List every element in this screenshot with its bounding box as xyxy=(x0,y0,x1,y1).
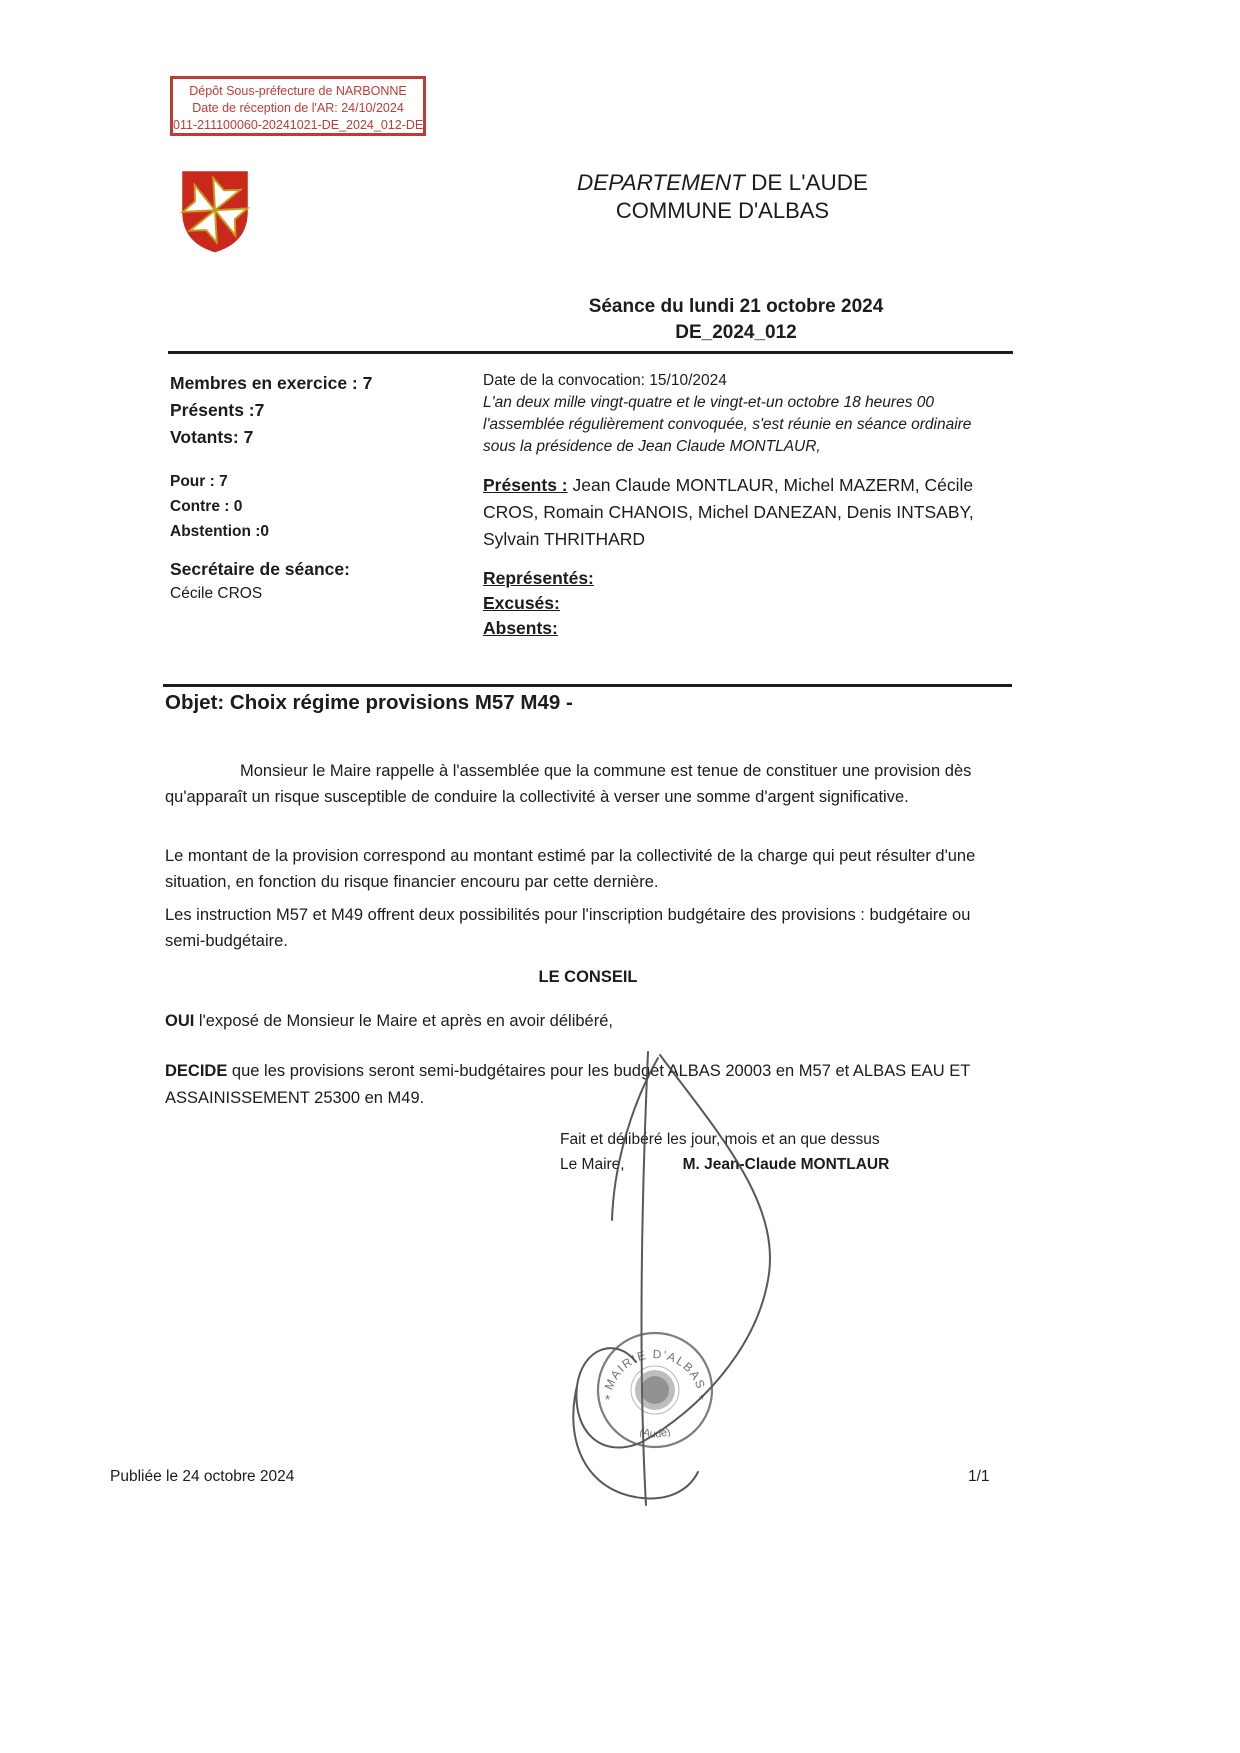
deliberation-number: DE_2024_012 xyxy=(675,322,797,343)
le-maire-label: Le Maire, xyxy=(560,1156,625,1173)
mayor-signature-and-seal xyxy=(530,1040,850,1520)
spacer xyxy=(170,451,470,469)
body-paragraph-3: Les instruction M57 et M49 offrent deux possibilités pour l'inscription budgétaire des provisions : budgétaire ou semi-budgétaire. xyxy=(165,906,971,950)
vote-summary-column xyxy=(170,370,470,606)
seal-star-left: * xyxy=(605,1392,611,1407)
representes-label: Représentés: xyxy=(483,568,594,588)
seal-star-right: * xyxy=(699,1392,705,1407)
secretaire-name: Cécile CROS xyxy=(170,585,263,602)
closing-statement: Fait et délibéré les jour, mois et an que dessus xyxy=(560,1131,880,1148)
presents-count: Présents :7 xyxy=(170,400,265,420)
presents-label: Présents : xyxy=(483,475,568,495)
seal-bottom-text: (Aude) xyxy=(637,1425,673,1441)
department-title-italic: DEPARTEMENT xyxy=(576,170,745,195)
presents-list xyxy=(483,472,1005,553)
oui-text: l'exposé de Monsieur le Maire et après en avoir délibéré, xyxy=(194,1012,613,1030)
commune-coat-of-arms-icon xyxy=(176,168,254,254)
page-number: 1/1 xyxy=(968,1468,990,1485)
votants-count: Votants: 7 xyxy=(170,427,254,447)
oui-keyword: OUI xyxy=(165,1012,195,1030)
decide-text: que les provisions seront semi-budgétaires pour les budget ALBAS 20003 en M57 et ALBAS EAU ET ASSAINISSEMENT 25300 en M49. xyxy=(165,1062,970,1107)
department-title-rest: DE L'AUDE xyxy=(744,170,869,195)
deliberation-subject: Objet: Choix régime provisions M57 M49 - xyxy=(165,691,573,714)
header-divider-rule xyxy=(168,351,1013,354)
seal-top-text: MAIRIE D'ALBAS xyxy=(601,1346,709,1392)
abstention-count: Abstention :0 xyxy=(170,523,270,540)
oui-clause xyxy=(165,1012,1025,1031)
subject-divider-rule xyxy=(163,684,1012,687)
conseil-heading: LE CONSEIL xyxy=(538,968,638,986)
session-details-column xyxy=(483,370,1005,641)
stamp-line-reference: 011-211100060-20241021-DE_2024_012-DE xyxy=(173,118,424,132)
commune-title: COMMUNE D'ALBAS xyxy=(615,198,830,223)
pour-count: Pour : 7 xyxy=(170,473,228,490)
membres-en-exercice: Membres en exercice : 7 xyxy=(170,373,373,393)
shield-maltese-cross-icon xyxy=(176,168,254,254)
session-title: Séance du lundi 21 octobre 2024 xyxy=(588,296,884,317)
mairie-seal-icon xyxy=(598,1333,712,1447)
excuses-label: Excusés: xyxy=(483,593,560,613)
publication-date: Publiée le 24 octobre 2024 xyxy=(110,1468,295,1485)
signature-icon xyxy=(530,1040,850,1520)
stamp-line-date: Date de réception de l'AR: 24/10/2024 xyxy=(192,101,404,115)
presents-names: Jean Claude MONTLAUR, Michel MAZERM, Cécile CROS, Romain CHANOIS, Michel DANEZAN, Denis INTSABY, Sylvain THRITHARD xyxy=(483,475,974,549)
contre-count: Contre : 0 xyxy=(170,498,243,515)
svg-text:(Aude) xyxy=(638,1426,672,1441)
decide-keyword: DECIDE xyxy=(165,1062,228,1080)
body-paragraph-1: Monsieur le Maire rappelle à l'assemblée que la commune est tenue de constituer une provision dès qu'apparaît un risque susceptible de conduire la collectivité à verser une somme d'argent significative. xyxy=(165,762,972,806)
prefecture-reception-stamp xyxy=(170,76,426,136)
session-preamble: L'an deux mille vingt-quatre et le vingt-et-un octobre 18 heures 00 l'assemblée régulièrement convoquée, s'est réunie en séance ordinaire sous la présidence de Jean Claude MONTLAUR, xyxy=(483,394,972,455)
stamp-line-depot: Dépôt Sous-préfecture de NARBONNE xyxy=(189,84,407,98)
mayor-name: M. Jean-Claude MONTLAUR xyxy=(682,1156,890,1173)
convocation-date: Date de la convocation: 15/10/2024 xyxy=(483,372,727,389)
department-title xyxy=(440,168,1005,198)
absence-roster xyxy=(483,566,1005,641)
body-paragraph-2: Le montant de la provision correspond au montant estimé par la collectivité de la charge qui peut résulter d'une situation, en fonction du risque financier encouru par cette dernière. xyxy=(165,847,976,891)
secretaire-label: Secrétaire de séance: xyxy=(170,559,350,579)
absents-label: Absents: xyxy=(483,618,558,638)
